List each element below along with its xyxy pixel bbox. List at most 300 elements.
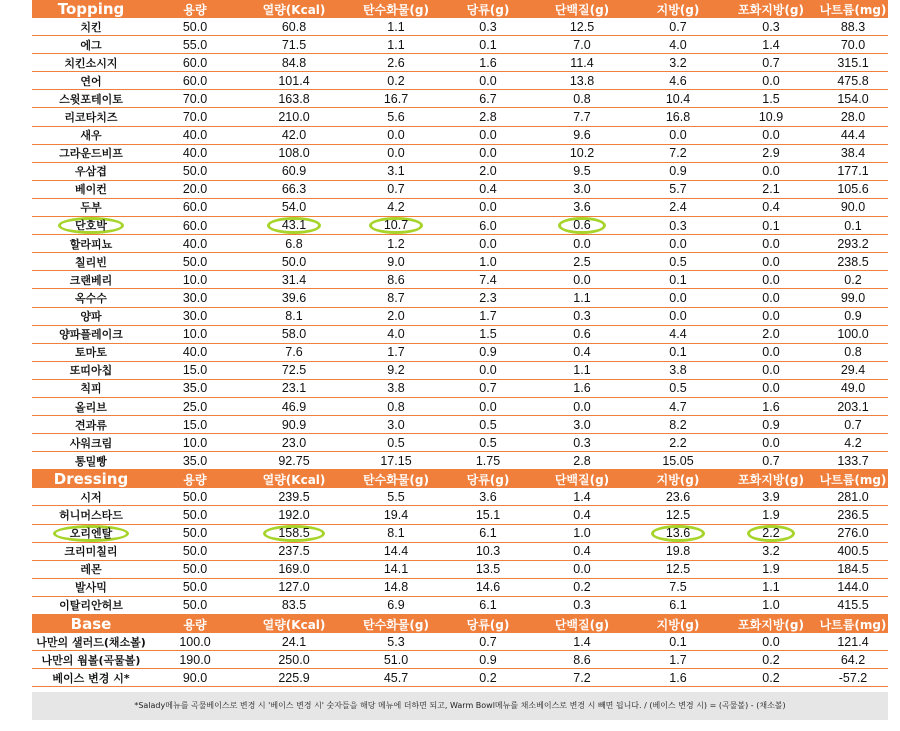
nutrition-value: 1.1 bbox=[348, 18, 444, 36]
item-name: 사워크림 bbox=[32, 434, 150, 452]
column-header: 탄수화물(g) bbox=[348, 615, 444, 634]
nutrition-value: 40.0 bbox=[150, 235, 240, 253]
highlight-circle: 13.6 bbox=[651, 525, 705, 542]
nutrition-value: 28.0 bbox=[818, 108, 888, 126]
table-row bbox=[32, 90, 888, 108]
nutrition-value: 1.1 bbox=[724, 578, 818, 596]
table-row bbox=[32, 253, 888, 271]
nutrition-value: 0.3 bbox=[532, 434, 632, 452]
nutrition-value: 0.7 bbox=[444, 379, 532, 397]
column-header: 나트륨(mg) bbox=[818, 470, 888, 489]
nutrition-value: 40.0 bbox=[150, 343, 240, 361]
nutrition-value: 40.0 bbox=[150, 126, 240, 144]
item-name: 허니머스타드 bbox=[32, 506, 150, 524]
nutrition-value: 7.2 bbox=[632, 144, 724, 162]
column-header: 열량(Kcal) bbox=[240, 470, 348, 489]
nutrition-value: 127.0 bbox=[240, 578, 348, 596]
nutrition-value: 0.0 bbox=[348, 126, 444, 144]
nutrition-value: 3.0 bbox=[532, 180, 632, 198]
nutrition-value: 2.8 bbox=[532, 452, 632, 470]
nutrition-value: 17.15 bbox=[348, 452, 444, 470]
column-header: 용량 bbox=[150, 470, 240, 489]
nutrition-value: 0.8 bbox=[348, 397, 444, 415]
nutrition-value: 0.0 bbox=[632, 126, 724, 144]
nutrition-value: 84.8 bbox=[240, 54, 348, 72]
nutrition-value: 29.4 bbox=[818, 361, 888, 379]
nutrition-value: 9.6 bbox=[532, 126, 632, 144]
nutrition-value: 12.5 bbox=[632, 560, 724, 578]
table-row bbox=[32, 307, 888, 325]
nutrition-value: 30.0 bbox=[150, 307, 240, 325]
nutrition-value: 8.2 bbox=[632, 416, 724, 434]
nutrition-value: 2.0 bbox=[348, 307, 444, 325]
table-row bbox=[32, 289, 888, 307]
table-row bbox=[32, 379, 888, 397]
nutrition-value: 0.3 bbox=[632, 217, 724, 235]
table-row bbox=[32, 524, 888, 542]
item-name: 크리미칠리 bbox=[32, 542, 150, 560]
nutrition-value: 50.0 bbox=[150, 488, 240, 506]
nutrition-value: 10.2 bbox=[532, 144, 632, 162]
nutrition-value: 1.6 bbox=[444, 54, 532, 72]
item-name: 칙피 bbox=[32, 379, 150, 397]
nutrition-value: 6.9 bbox=[348, 596, 444, 614]
nutrition-value: 192.0 bbox=[240, 506, 348, 524]
section-header-topping bbox=[32, 0, 888, 18]
nutrition-value: 55.0 bbox=[150, 36, 240, 54]
nutrition-value: 51.0 bbox=[348, 651, 444, 669]
nutrition-value: 0.7 bbox=[724, 54, 818, 72]
nutrition-value: 225.9 bbox=[240, 669, 348, 687]
nutrition-value: 50.0 bbox=[150, 524, 240, 542]
nutrition-value: 50.0 bbox=[150, 560, 240, 578]
nutrition-value bbox=[240, 524, 348, 542]
nutrition-value: 4.0 bbox=[632, 36, 724, 54]
nutrition-value: 0.7 bbox=[818, 416, 888, 434]
nutrition-value: 0.2 bbox=[724, 651, 818, 669]
nutrition-value: 1.0 bbox=[724, 596, 818, 614]
nutrition-value: 16.8 bbox=[632, 108, 724, 126]
nutrition-value: 31.4 bbox=[240, 271, 348, 289]
item-name: 시저 bbox=[32, 488, 150, 506]
column-header: 단백질(g) bbox=[532, 0, 632, 18]
nutrition-value: 1.9 bbox=[724, 506, 818, 524]
nutrition-value: 2.0 bbox=[724, 325, 818, 343]
nutrition-value: 3.8 bbox=[348, 379, 444, 397]
nutrition-value: 19.4 bbox=[348, 506, 444, 524]
nutrition-value: 177.1 bbox=[818, 162, 888, 180]
section-title: Topping bbox=[32, 0, 150, 18]
highlight-circle: 158.5 bbox=[263, 525, 324, 542]
footnote: *Salady메뉴를 곡물베이스로 변경 시 '베이스 변경 시' 숫자들을 해당 메뉴에 더하면 되고, Warm Bowl메뉴를 채소베이스로 변경 시 빼면 됩니다. / (베이스 변경 시) = (곡물볼) - (채소볼) bbox=[32, 692, 888, 720]
nutrition-value: 14.6 bbox=[444, 578, 532, 596]
nutrition-value: 8.1 bbox=[240, 307, 348, 325]
nutrition-value bbox=[632, 524, 724, 542]
nutrition-value: 0.9 bbox=[444, 651, 532, 669]
nutrition-value: 0.0 bbox=[348, 144, 444, 162]
nutrition-value: 15.0 bbox=[150, 361, 240, 379]
nutrition-value bbox=[532, 217, 632, 235]
nutrition-value: 50.0 bbox=[240, 253, 348, 271]
nutrition-value: 0.3 bbox=[724, 18, 818, 36]
nutrition-value: 276.0 bbox=[818, 524, 888, 542]
nutrition-value: 133.7 bbox=[818, 452, 888, 470]
nutrition-value: 6.1 bbox=[444, 524, 532, 542]
nutrition-value: 1.6 bbox=[532, 379, 632, 397]
nutrition-value: 101.4 bbox=[240, 72, 348, 90]
nutrition-value: 0.9 bbox=[632, 162, 724, 180]
nutrition-value: 24.1 bbox=[240, 633, 348, 651]
table-row bbox=[32, 488, 888, 506]
nutrition-value: 23.0 bbox=[240, 434, 348, 452]
nutrition-value: 6.1 bbox=[632, 596, 724, 614]
highlight-circle: 10.7 bbox=[369, 217, 423, 234]
nutrition-value: 0.8 bbox=[818, 343, 888, 361]
nutrition-value: 35.0 bbox=[150, 452, 240, 470]
nutrition-value: 64.2 bbox=[818, 651, 888, 669]
nutrition-value: 0.5 bbox=[444, 416, 532, 434]
nutrition-value: 7.6 bbox=[240, 343, 348, 361]
nutrition-value: 0.2 bbox=[724, 669, 818, 687]
nutrition-value: 0.4 bbox=[532, 542, 632, 560]
nutrition-value bbox=[348, 217, 444, 235]
nutrition-value: 4.7 bbox=[632, 397, 724, 415]
nutrition-value: 8.1 bbox=[348, 524, 444, 542]
nutrition-value bbox=[240, 217, 348, 235]
nutrition-value: 1.6 bbox=[724, 397, 818, 415]
item-name: 에그 bbox=[32, 36, 150, 54]
column-header: 당류(g) bbox=[444, 615, 532, 634]
item-name: 또띠아칩 bbox=[32, 361, 150, 379]
nutrition-value: 0.4 bbox=[532, 506, 632, 524]
nutrition-value: 0.7 bbox=[444, 633, 532, 651]
nutrition-value: 70.0 bbox=[150, 90, 240, 108]
item-name: 연어 bbox=[32, 72, 150, 90]
nutrition-value: 210.0 bbox=[240, 108, 348, 126]
nutrition-value: 83.5 bbox=[240, 596, 348, 614]
column-header: 용량 bbox=[150, 615, 240, 634]
nutrition-value: 2.6 bbox=[348, 54, 444, 72]
nutrition-value: 0.0 bbox=[724, 361, 818, 379]
table-row bbox=[32, 669, 888, 687]
nutrition-value: 3.2 bbox=[632, 54, 724, 72]
nutrition-value: 15.0 bbox=[150, 416, 240, 434]
nutrition-value: 3.1 bbox=[348, 162, 444, 180]
nutrition-value: 3.9 bbox=[724, 488, 818, 506]
nutrition-value: 60.0 bbox=[150, 198, 240, 216]
item-name: 할라피뇨 bbox=[32, 235, 150, 253]
item-name: 나만의 샐러드(채소볼) bbox=[32, 633, 150, 651]
nutrition-value: 30.0 bbox=[150, 289, 240, 307]
nutrition-value: 13.5 bbox=[444, 560, 532, 578]
item-name: 스윗포테이토 bbox=[32, 90, 150, 108]
nutrition-value: 25.0 bbox=[150, 397, 240, 415]
nutrition-value: 0.0 bbox=[724, 162, 818, 180]
nutrition-value: 90.9 bbox=[240, 416, 348, 434]
nutrition-value: 0.3 bbox=[532, 307, 632, 325]
nutrition-value: 2.5 bbox=[532, 253, 632, 271]
nutrition-value: 7.2 bbox=[532, 669, 632, 687]
item-name: 나만의 웜볼(곡물볼) bbox=[32, 651, 150, 669]
nutrition-value: 7.7 bbox=[532, 108, 632, 126]
nutrition-value: 3.8 bbox=[632, 361, 724, 379]
nutrition-value: 1.9 bbox=[724, 560, 818, 578]
column-header: 단백질(g) bbox=[532, 470, 632, 489]
nutrition-table bbox=[32, 0, 888, 687]
nutrition-value: 0.0 bbox=[724, 253, 818, 271]
nutrition-value: 0.7 bbox=[632, 18, 724, 36]
nutrition-value: 1.6 bbox=[632, 669, 724, 687]
table-row bbox=[32, 271, 888, 289]
nutrition-value: 250.0 bbox=[240, 651, 348, 669]
item-name: 치킨소시지 bbox=[32, 54, 150, 72]
nutrition-value: 0.1 bbox=[724, 217, 818, 235]
nutrition-value: 50.0 bbox=[150, 596, 240, 614]
item-name: 레몬 bbox=[32, 560, 150, 578]
nutrition-table-body bbox=[32, 0, 888, 687]
column-header: 열량(Kcal) bbox=[240, 615, 348, 634]
nutrition-value: 293.2 bbox=[818, 235, 888, 253]
nutrition-value: 0.5 bbox=[444, 434, 532, 452]
nutrition-value: 3.6 bbox=[532, 198, 632, 216]
nutrition-value: 13.8 bbox=[532, 72, 632, 90]
nutrition-value: 0.0 bbox=[532, 235, 632, 253]
nutrition-value: 3.0 bbox=[348, 416, 444, 434]
nutrition-value: 0.0 bbox=[724, 343, 818, 361]
nutrition-value: 0.0 bbox=[724, 271, 818, 289]
nutrition-value: -57.2 bbox=[818, 669, 888, 687]
nutrition-value: 0.9 bbox=[818, 307, 888, 325]
nutrition-value: 0.6 bbox=[532, 325, 632, 343]
nutrition-value: 9.5 bbox=[532, 162, 632, 180]
nutrition-value: 1.4 bbox=[724, 36, 818, 54]
nutrition-value: 50.0 bbox=[150, 506, 240, 524]
nutrition-value: 40.0 bbox=[150, 144, 240, 162]
nutrition-value: 44.4 bbox=[818, 126, 888, 144]
nutrition-value: 1.5 bbox=[444, 325, 532, 343]
item-name: 칠리빈 bbox=[32, 253, 150, 271]
nutrition-value: 154.0 bbox=[818, 90, 888, 108]
nutrition-value: 0.0 bbox=[724, 434, 818, 452]
table-row bbox=[32, 452, 888, 470]
nutrition-value: 0.8 bbox=[532, 90, 632, 108]
nutrition-value: 72.5 bbox=[240, 361, 348, 379]
nutrition-value: 0.0 bbox=[444, 235, 532, 253]
nutrition-value: 239.5 bbox=[240, 488, 348, 506]
nutrition-value: 66.3 bbox=[240, 180, 348, 198]
nutrition-value bbox=[724, 524, 818, 542]
nutrition-value: 108.0 bbox=[240, 144, 348, 162]
table-row bbox=[32, 54, 888, 72]
nutrition-value: 12.5 bbox=[632, 506, 724, 524]
nutrition-value: 23.6 bbox=[632, 488, 724, 506]
nutrition-value: 184.5 bbox=[818, 560, 888, 578]
column-header: 지방(g) bbox=[632, 0, 724, 18]
nutrition-value: 7.5 bbox=[632, 578, 724, 596]
nutrition-value: 0.0 bbox=[724, 72, 818, 90]
nutrition-value: 0.0 bbox=[724, 307, 818, 325]
nutrition-value: 88.3 bbox=[818, 18, 888, 36]
nutrition-value: 0.0 bbox=[724, 126, 818, 144]
nutrition-value: 0.2 bbox=[818, 271, 888, 289]
nutrition-value: 0.4 bbox=[724, 198, 818, 216]
highlight-circle: 2.2 bbox=[747, 525, 794, 542]
highlight-circle: 오리엔탈 bbox=[53, 525, 130, 542]
nutrition-value: 2.4 bbox=[632, 198, 724, 216]
nutrition-value: 35.0 bbox=[150, 379, 240, 397]
table-row bbox=[32, 198, 888, 216]
nutrition-value: 2.1 bbox=[724, 180, 818, 198]
nutrition-value: 8.6 bbox=[532, 651, 632, 669]
nutrition-value: 10.0 bbox=[150, 325, 240, 343]
nutrition-value: 99.0 bbox=[818, 289, 888, 307]
table-row bbox=[32, 542, 888, 560]
nutrition-value: 5.3 bbox=[348, 633, 444, 651]
nutrition-value: 0.1 bbox=[632, 343, 724, 361]
column-header: 탄수화물(g) bbox=[348, 0, 444, 18]
nutrition-value: 0.3 bbox=[532, 596, 632, 614]
nutrition-value: 1.75 bbox=[444, 452, 532, 470]
nutrition-value: 12.5 bbox=[532, 18, 632, 36]
nutrition-value: 475.8 bbox=[818, 72, 888, 90]
nutrition-value: 1.7 bbox=[348, 343, 444, 361]
nutrition-value: 60.9 bbox=[240, 162, 348, 180]
nutrition-value: 0.5 bbox=[632, 379, 724, 397]
item-name: 옥수수 bbox=[32, 289, 150, 307]
nutrition-value: 0.0 bbox=[444, 198, 532, 216]
item-name: 발사믹 bbox=[32, 578, 150, 596]
nutrition-value: 10.0 bbox=[150, 271, 240, 289]
nutrition-value: 415.5 bbox=[818, 596, 888, 614]
item-name: 그라운드비프 bbox=[32, 144, 150, 162]
table-row bbox=[32, 36, 888, 54]
nutrition-value: 5.5 bbox=[348, 488, 444, 506]
nutrition-value: 92.75 bbox=[240, 452, 348, 470]
nutrition-value: 0.9 bbox=[724, 416, 818, 434]
nutrition-value: 19.8 bbox=[632, 542, 724, 560]
column-header: 용량 bbox=[150, 0, 240, 18]
nutrition-value: 1.1 bbox=[348, 36, 444, 54]
item-name: 이탈리안허브 bbox=[32, 596, 150, 614]
nutrition-value: 39.6 bbox=[240, 289, 348, 307]
column-header: 당류(g) bbox=[444, 470, 532, 489]
nutrition-value: 0.0 bbox=[444, 144, 532, 162]
column-header: 지방(g) bbox=[632, 470, 724, 489]
nutrition-value: 1.7 bbox=[632, 651, 724, 669]
nutrition-value: 60.0 bbox=[150, 72, 240, 90]
item-name: 크랜베리 bbox=[32, 271, 150, 289]
item-name: 우삼겹 bbox=[32, 162, 150, 180]
item-name: 양파 bbox=[32, 307, 150, 325]
nutrition-value: 6.7 bbox=[444, 90, 532, 108]
nutrition-sheet bbox=[32, 0, 888, 687]
nutrition-value: 5.6 bbox=[348, 108, 444, 126]
table-row bbox=[32, 162, 888, 180]
nutrition-value: 100.0 bbox=[150, 633, 240, 651]
nutrition-value: 2.0 bbox=[444, 162, 532, 180]
nutrition-value: 315.1 bbox=[818, 54, 888, 72]
nutrition-value: 46.9 bbox=[240, 397, 348, 415]
table-row bbox=[32, 217, 888, 235]
nutrition-value: 2.3 bbox=[444, 289, 532, 307]
nutrition-value: 2.9 bbox=[724, 144, 818, 162]
table-row bbox=[32, 651, 888, 669]
nutrition-value: 10.3 bbox=[444, 542, 532, 560]
nutrition-value: 163.8 bbox=[240, 90, 348, 108]
item-name bbox=[32, 217, 150, 235]
nutrition-value: 144.0 bbox=[818, 578, 888, 596]
nutrition-value: 0.9 bbox=[444, 343, 532, 361]
nutrition-value: 42.0 bbox=[240, 126, 348, 144]
nutrition-value: 0.0 bbox=[532, 560, 632, 578]
nutrition-value: 71.5 bbox=[240, 36, 348, 54]
nutrition-value: 8.7 bbox=[348, 289, 444, 307]
nutrition-value: 1.4 bbox=[532, 488, 632, 506]
table-row bbox=[32, 72, 888, 90]
nutrition-value: 4.6 bbox=[632, 72, 724, 90]
table-row bbox=[32, 144, 888, 162]
nutrition-value: 14.4 bbox=[348, 542, 444, 560]
nutrition-value: 400.5 bbox=[818, 542, 888, 560]
nutrition-value: 0.0 bbox=[724, 379, 818, 397]
nutrition-value: 14.1 bbox=[348, 560, 444, 578]
item-name: 치킨 bbox=[32, 18, 150, 36]
table-row bbox=[32, 416, 888, 434]
nutrition-value: 6.8 bbox=[240, 235, 348, 253]
nutrition-value: 8.6 bbox=[348, 271, 444, 289]
table-row bbox=[32, 343, 888, 361]
nutrition-value: 54.0 bbox=[240, 198, 348, 216]
column-header: 단백질(g) bbox=[532, 615, 632, 634]
nutrition-value: 1.4 bbox=[532, 633, 632, 651]
column-header: 지방(g) bbox=[632, 615, 724, 634]
nutrition-value: 0.0 bbox=[632, 307, 724, 325]
nutrition-value: 0.1 bbox=[818, 217, 888, 235]
item-name: 리코타치즈 bbox=[32, 108, 150, 126]
nutrition-value: 50.0 bbox=[150, 542, 240, 560]
nutrition-value: 0.0 bbox=[724, 289, 818, 307]
column-header: 당류(g) bbox=[444, 0, 532, 18]
table-row bbox=[32, 596, 888, 614]
table-row bbox=[32, 108, 888, 126]
nutrition-value: 0.0 bbox=[444, 361, 532, 379]
nutrition-value: 6.1 bbox=[444, 596, 532, 614]
nutrition-value: 5.7 bbox=[632, 180, 724, 198]
highlight-circle: 43.1 bbox=[267, 217, 321, 234]
table-row bbox=[32, 434, 888, 452]
table-row bbox=[32, 361, 888, 379]
nutrition-value: 0.7 bbox=[724, 452, 818, 470]
nutrition-value: 10.4 bbox=[632, 90, 724, 108]
item-name: 베이컨 bbox=[32, 180, 150, 198]
nutrition-value: 70.0 bbox=[150, 108, 240, 126]
item-name: 베이스 변경 시* bbox=[32, 669, 150, 687]
nutrition-value: 3.0 bbox=[532, 416, 632, 434]
nutrition-value: 15.05 bbox=[632, 452, 724, 470]
nutrition-value: 11.4 bbox=[532, 54, 632, 72]
nutrition-value: 60.8 bbox=[240, 18, 348, 36]
nutrition-value: 38.4 bbox=[818, 144, 888, 162]
section-header-base bbox=[32, 615, 888, 634]
nutrition-value: 236.5 bbox=[818, 506, 888, 524]
nutrition-value: 0.0 bbox=[724, 235, 818, 253]
nutrition-value: 121.4 bbox=[818, 633, 888, 651]
nutrition-value: 169.0 bbox=[240, 560, 348, 578]
section-header-dressing bbox=[32, 470, 888, 489]
nutrition-value: 45.7 bbox=[348, 669, 444, 687]
nutrition-value: 60.0 bbox=[150, 54, 240, 72]
nutrition-value: 4.2 bbox=[348, 198, 444, 216]
